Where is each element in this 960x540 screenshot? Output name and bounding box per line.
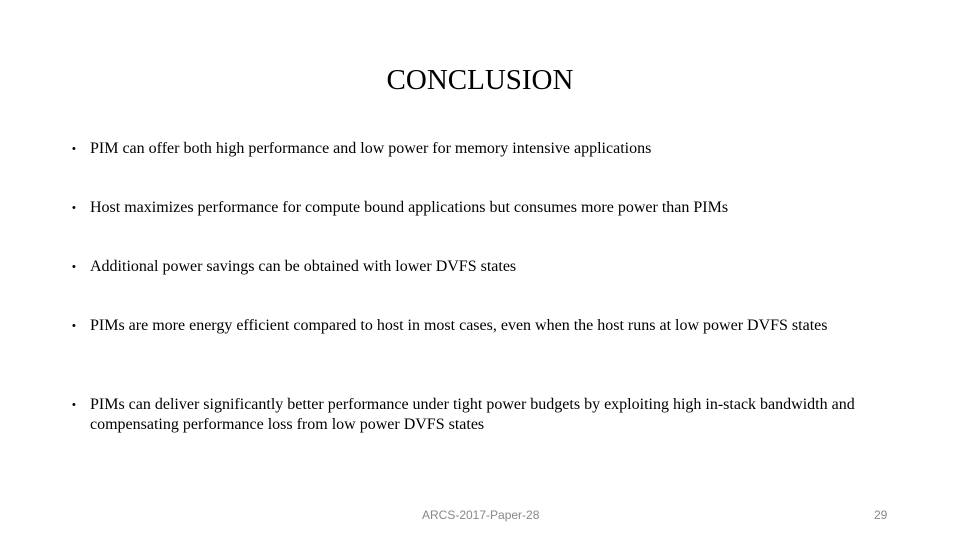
bullet-icon: • [72, 202, 76, 214]
bullet-text: PIMs can deliver significantly better performance under tight power budgets by exploiting high in-stack bandwidth and compensating performance loss from low power DVFS states [90, 396, 855, 433]
slide-title: CONCLUSION [386, 64, 574, 96]
bullet-icon: • [72, 261, 76, 273]
bullet-text: PIM can offer both high performance and low power for memory intensive applications [90, 140, 652, 157]
bullet-text: Additional power savings can be obtained with lower DVFS states [90, 258, 517, 275]
bullet-item [72, 395, 860, 435]
bullet-icon: • [72, 143, 76, 155]
page-number: 29 [874, 508, 888, 522]
footer-text: ARCS-2017-Paper-28 [422, 508, 540, 522]
bullet-icon: • [72, 399, 76, 411]
bullet-icon: • [72, 320, 76, 332]
bullet-item [72, 139, 910, 159]
bullet-item [72, 257, 910, 277]
bullet-text: PIMs are more energy efficient compared to host in most cases, even when the host runs at low power DVFS states [90, 317, 828, 334]
bullet-text: Host maximizes performance for compute bound applications but consumes more power than PIMs [90, 199, 729, 216]
bullet-item [72, 198, 910, 218]
bullet-item [72, 316, 890, 336]
